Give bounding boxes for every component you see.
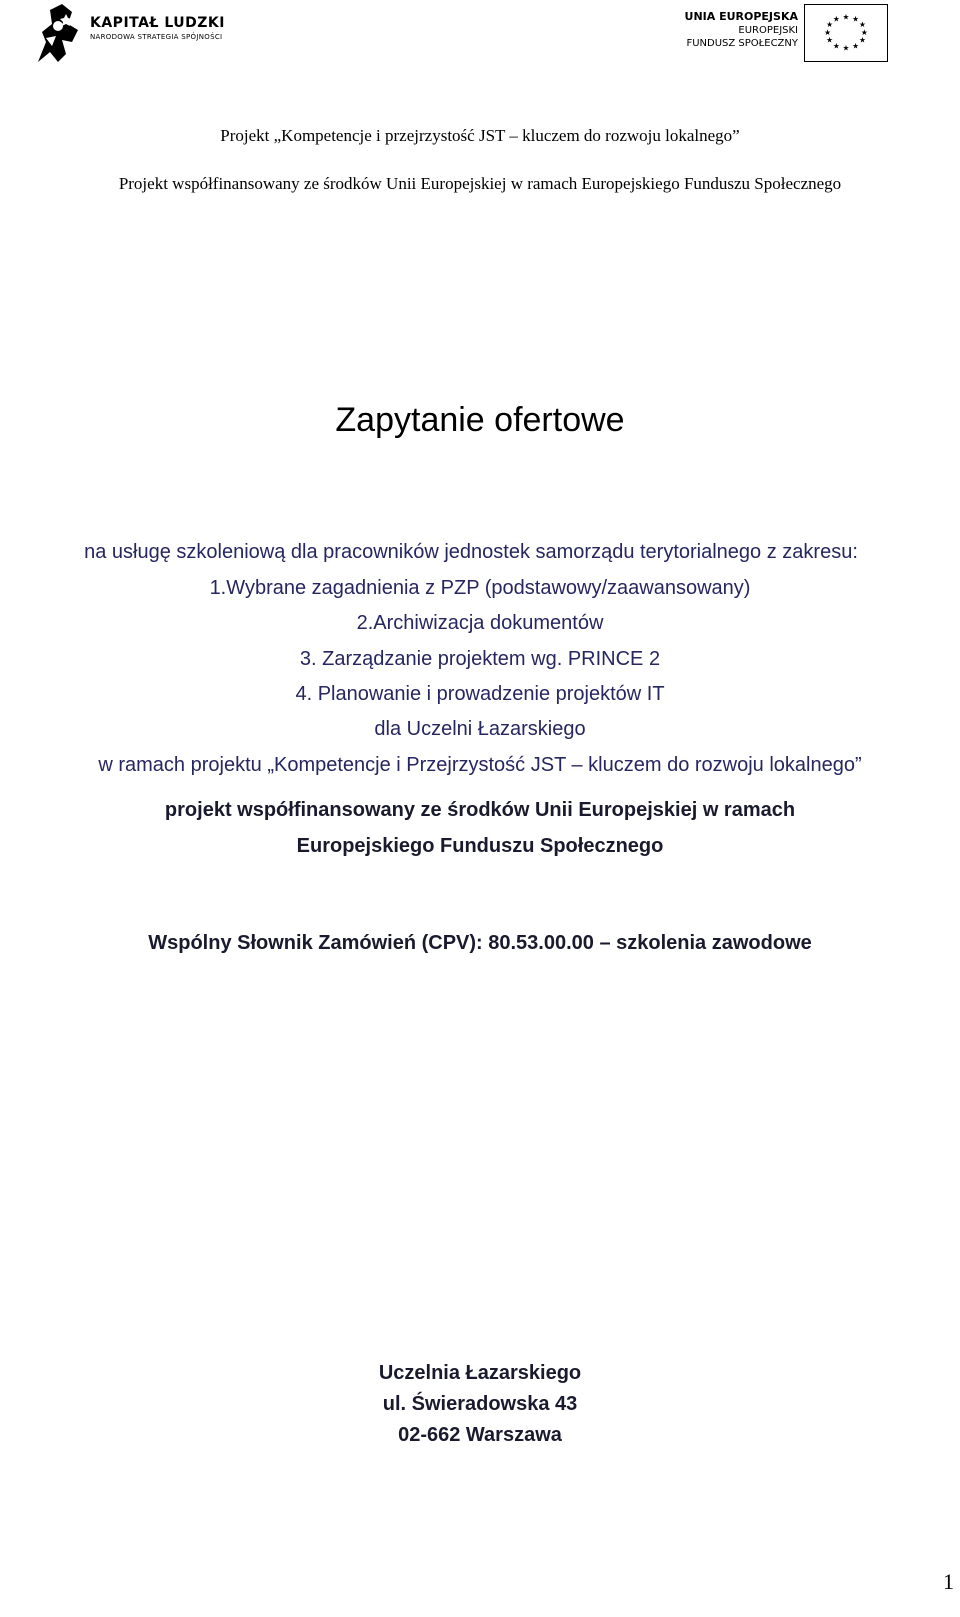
list-item: 2.Archiwizacja dokumentów	[356, 612, 604, 634]
eu-logo	[680, 2, 910, 64]
svg-text:★: ★	[860, 27, 868, 37]
svg-text:★: ★	[852, 41, 860, 51]
list-item: 3. Zarządzanie projektem wg. PRINCE 2	[299, 648, 661, 670]
svg-text:★: ★	[826, 20, 834, 30]
project-line: Projekt „Kompetencje i przejrzystość JST – kluczem do rozwoju lokalnego”	[220, 126, 740, 145]
svg-text:★: ★	[824, 27, 832, 37]
cofinanced-line: Projekt współfinansowany ze środków Unii Europejskiej w ramach Europejskiego Funduszu Społecznego	[118, 174, 842, 193]
address-name: Uczelnia Łazarskiego	[378, 1362, 582, 1384]
page-number: 1	[943, 1569, 954, 1594]
eu-logo-text	[680, 10, 798, 50]
list-item: 4. Planowanie i prowadzenie projektów IT	[295, 683, 665, 705]
svg-text:★: ★	[832, 41, 840, 51]
cpv-code-line: Wspólny Słownik Zamówień (CPV): 80.53.00.00 – szkolenia zawodowe	[148, 932, 812, 954]
kapital-ludzki-subtitle: NARODOWA STRATEGIA SPÓJNOŚCI	[90, 33, 223, 41]
svg-text:★: ★	[842, 12, 850, 22]
eu-logo-line1: UNIA EUROPEJSKA	[684, 10, 798, 23]
address-city: 02-662 Warszawa	[398, 1424, 562, 1446]
eu-logo-line2: EUROPEJSKI	[738, 25, 798, 36]
page-title: Zapytanie ofertowe	[335, 401, 625, 439]
svg-text:★: ★	[858, 20, 866, 30]
subject-line: na usługę szkoleniową dla pracowników jednostek samorządu terytorialnego z zakresu:	[84, 541, 858, 563]
svg-text:★: ★	[842, 43, 850, 53]
svg-text:★: ★	[826, 35, 834, 45]
cofinanced-statement-1: projekt współfinansowany ze środków Unii Europejskiej w ramach	[164, 799, 796, 821]
eu-logo-line3: FUNDUSZ SPOŁECZNY	[686, 38, 798, 49]
cofinanced-statement-2: Europejskiego Funduszu Społecznego	[296, 835, 664, 857]
eu-flag-icon	[804, 4, 888, 62]
list-item: 1.Wybrane zagadnienia z PZP (podstawowy/zaawansowany)	[209, 577, 751, 599]
svg-text:★: ★	[832, 14, 840, 24]
svg-text:★: ★	[858, 35, 866, 45]
kapital-ludzki-mark-icon	[32, 2, 80, 64]
svg-text:★: ★	[852, 14, 860, 24]
project-reference: w ramach projektu „Kompetencje i Przejrzystość JST – kluczem do rozwoju lokalnego”	[98, 754, 862, 776]
kapital-ludzki-text	[90, 14, 225, 42]
for-line: dla Uczelni Łazarskiego	[374, 718, 586, 740]
kapital-ludzki-logo	[30, 2, 270, 64]
kapital-ludzki-title: KAPITAŁ LUDZKI	[90, 15, 225, 31]
address-street: ul. Świeradowska 43	[382, 1393, 578, 1415]
